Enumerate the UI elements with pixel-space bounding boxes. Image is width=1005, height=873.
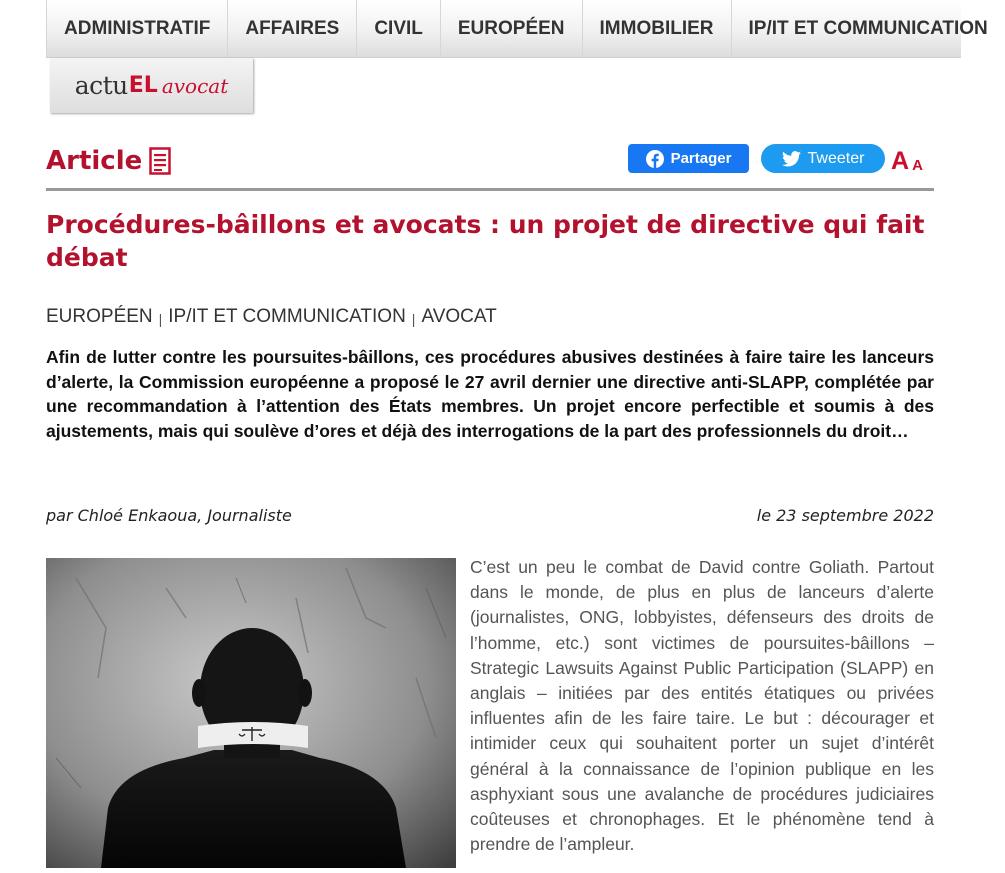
nav-item-ip-it[interactable]: IP/IT ET COMMUNICATION	[731, 0, 1005, 57]
article-label-text: Article	[46, 146, 143, 176]
nav-item-administratif[interactable]: ADMINISTRATIF	[46, 0, 227, 57]
article-date: le 23 septembre 2022	[756, 506, 934, 525]
article-body: C’est un peu le combat de David contre Goliath. Partout dans le monde, de plus en plus de lanceurs d’alerte (journalistes, ONG, lobbyistes, défenseurs des droits de l’homme, etc.) sont victimes de poursuites-bâillons – Strategic Lawsuits Against Public Participation (SLAPP) en anglais – initiées par des entités étatiques ou privées influentes afin de les faire taire. Le but : décourager et intimider ceux qui souhaitent porter un sujet d’intérêt général à la connaissance de l’opinion publique en les asphyxiant sous une avalanche de procédures judiciaires coûteuses et chronophages. Et le phénomène tend à prendre de l’ampleur.	[470, 557, 934, 855]
tag-avocat[interactable]: AVOCAT	[421, 306, 497, 327]
tag-separator: |	[158, 311, 163, 327]
article-illustration	[46, 558, 456, 868]
facebook-share-button[interactable]	[628, 144, 749, 173]
tag-separator: |	[411, 311, 416, 327]
actuel-avocat-logo[interactable]	[50, 58, 253, 113]
document-icon	[149, 147, 171, 175]
twitter-bird-icon	[782, 151, 801, 167]
logo-text-actu: actu	[74, 71, 128, 100]
tag-ip-it[interactable]: IP/IT ET COMMUNICATION	[168, 306, 406, 327]
article-title: Procédures-bâillons et avocats : un projet de directive qui fait débat	[46, 210, 925, 272]
facebook-icon	[646, 150, 664, 168]
article-author: par Chloé Enkaoua, Journaliste	[46, 506, 292, 525]
nav-item-europeen[interactable]: EUROPÉEN	[440, 0, 582, 57]
article-tags	[46, 306, 497, 328]
font-increase-button[interactable]: A	[891, 147, 910, 175]
font-decrease-button[interactable]: A	[912, 157, 923, 174]
logo-text-avocat: avocat	[161, 73, 229, 98]
nav-item-affaires[interactable]: AFFAIRES	[227, 0, 356, 57]
gagged-man-image	[46, 558, 456, 868]
article-header	[46, 140, 934, 191]
nav-item-immobilier[interactable]: IMMOBILIER	[582, 0, 731, 57]
logo-text-el: EL	[128, 73, 158, 98]
main-nav	[46, 0, 988, 58]
tag-europeen[interactable]: EUROPÉEN	[46, 306, 153, 327]
article-lead: Afin de lutter contre les poursuites-bâillons, ces procédures abusives destinées à faire taire les lanceurs d’alerte, la Commission européenne a proposé le 27 avril dernier une directive anti-SLAPP, complétée par une recommandation à l’attention des États membres. Un projet encore perfectible et soumis à des ajustements, mais qui soulève d’ores et déjà des interrogations de la part des professionnels du droit…	[46, 347, 934, 441]
twitter-share-label: Tweeter	[807, 149, 865, 167]
article-label	[46, 146, 171, 176]
nav-item-civil[interactable]: CIVIL	[356, 0, 440, 57]
facebook-share-label: Partager	[670, 150, 732, 167]
twitter-share-button[interactable]	[761, 144, 885, 173]
font-size-controls	[891, 146, 923, 174]
